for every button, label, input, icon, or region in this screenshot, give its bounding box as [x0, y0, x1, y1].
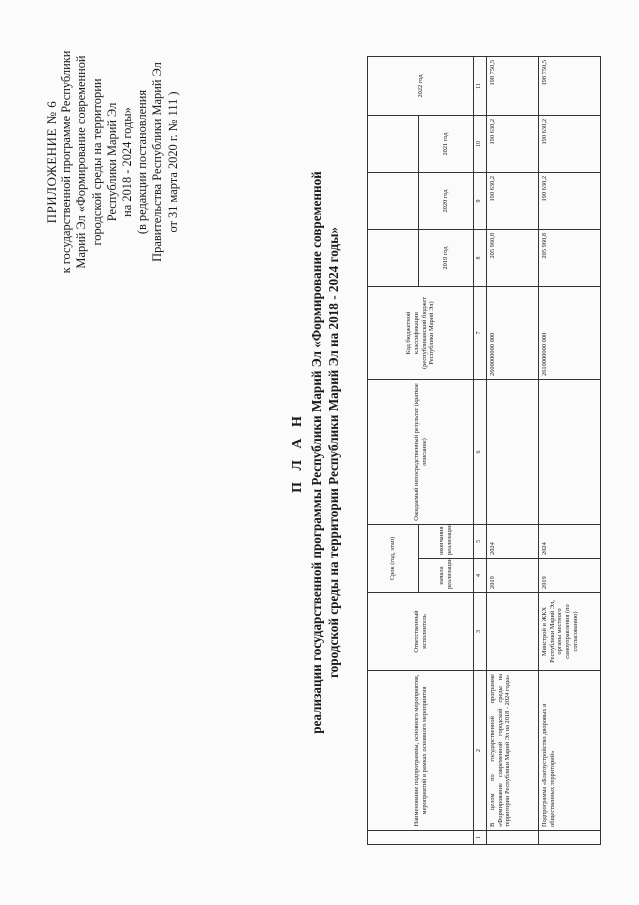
- row-executor: [486, 593, 538, 671]
- header-cell-2019: 2019 год: [419, 229, 474, 286]
- header-cell-executor: Ответственный исполнитель: [368, 593, 474, 671]
- column-number: 11: [474, 56, 487, 115]
- row-name: Подпрограмма «Благоустройство дворовых и общественных территорий»: [538, 671, 600, 831]
- column-number: 6: [474, 379, 487, 524]
- header-cell-2020: 2020 год: [419, 172, 474, 229]
- column-number: 7: [474, 286, 487, 379]
- header-cell-term-start: начала реализации: [419, 559, 474, 593]
- appendix-title: ПРИЛОЖЕНИЕ № 6: [44, 100, 59, 224]
- header-cell-2021: 2021 год: [419, 115, 474, 172]
- appendix-line: к государственной программе Республики: [59, 50, 74, 274]
- appendix-line: Республики Марий Эл: [104, 102, 119, 222]
- column-number: 9: [474, 172, 487, 229]
- row-amount-2021: 190 630,2: [538, 115, 600, 172]
- header-cell-result: Ожидаемый непосредственный результат (краткое описание): [368, 379, 474, 524]
- plan-table: [367, 56, 601, 845]
- plan-title-line: городской среды на территории Республики Марий Эл на 2018 - 2024 годы»: [326, 227, 341, 678]
- column-number: 3: [474, 593, 487, 671]
- row-amount-2020: 190 630,2: [538, 172, 600, 229]
- column-number: 5: [474, 524, 487, 558]
- row-index: [486, 831, 538, 845]
- row-amount-2019: 205 960,8: [486, 229, 538, 286]
- header-cell-term-end: окончания реализации: [419, 524, 474, 558]
- column-number: 8: [474, 229, 487, 286]
- appendix-line: (в редакции постановления: [135, 89, 150, 235]
- header-cell-spacer: [368, 229, 419, 286]
- row-executor: Минстрой и ЖКХ Республики Марий Эл, органы местного самоуправления (по согласованию): [538, 593, 600, 671]
- row-amount-2019: 205 960,8: [538, 229, 600, 286]
- row-result: [538, 379, 600, 524]
- row-end-year: 2024: [486, 524, 538, 558]
- header-cell-index: [368, 831, 474, 845]
- header-cell-spacer: [368, 115, 419, 172]
- header-cell-term: Срок (год, этап): [368, 524, 419, 592]
- column-number: 1: [474, 831, 487, 845]
- row-result: [486, 379, 538, 524]
- appendix-line: Правительства Республики Марий Эл: [150, 62, 165, 262]
- appendix-line: Марий Эл «Формирование современной: [74, 55, 89, 269]
- column-number: 4: [474, 559, 487, 593]
- row-amount-2020: 190 630,2: [486, 172, 538, 229]
- row-end-year: 2024: [538, 524, 600, 558]
- appendix-line: городской среды на территории: [89, 78, 104, 246]
- row-budget-code: 2600000000 000: [486, 286, 538, 379]
- column-number-row: [474, 56, 487, 844]
- row-budget-code: 2610000000 000: [538, 286, 600, 379]
- header-cell-name: Наименование подпрограммы, основного мероприятия, мероприятий в рамках основного мероприятия: [368, 671, 474, 831]
- row-amount-2022: 198 750,5: [486, 56, 538, 115]
- table-row: [486, 56, 538, 844]
- column-number: 2: [474, 671, 487, 831]
- header-cell-2022: 2022 год: [368, 56, 474, 115]
- row-start-year: 2019: [486, 559, 538, 593]
- table-header-row: [368, 56, 419, 844]
- row-amount-2021: 190 630,2: [486, 115, 538, 172]
- appendix-line: на 2018 - 2024 годы»: [120, 107, 135, 217]
- appendix-block: [44, 12, 181, 312]
- row-amount-2022: 198 750,5: [538, 56, 600, 115]
- row-name: В целом по государственной программе «Формирование современной городской среды на территории Республики Марий Эл на 2018 - 2024 годы»: [486, 671, 538, 831]
- plan-heading: П Л А Н: [290, 412, 305, 493]
- appendix-line: от 31 марта 2020 г. № 111 ): [165, 91, 180, 233]
- row-start-year: 2019: [538, 559, 600, 593]
- header-cell-spacer: [368, 172, 419, 229]
- table-row: [538, 56, 600, 844]
- header-cell-budget-code: Код бюджетной классификации (республиканский бюджет Республики Марий Эл): [368, 286, 474, 379]
- row-index: [538, 831, 600, 845]
- column-number: 10: [474, 115, 487, 172]
- plan-title-line: реализации государственной программы Республики Марий Эл «Формирование современной: [309, 171, 324, 734]
